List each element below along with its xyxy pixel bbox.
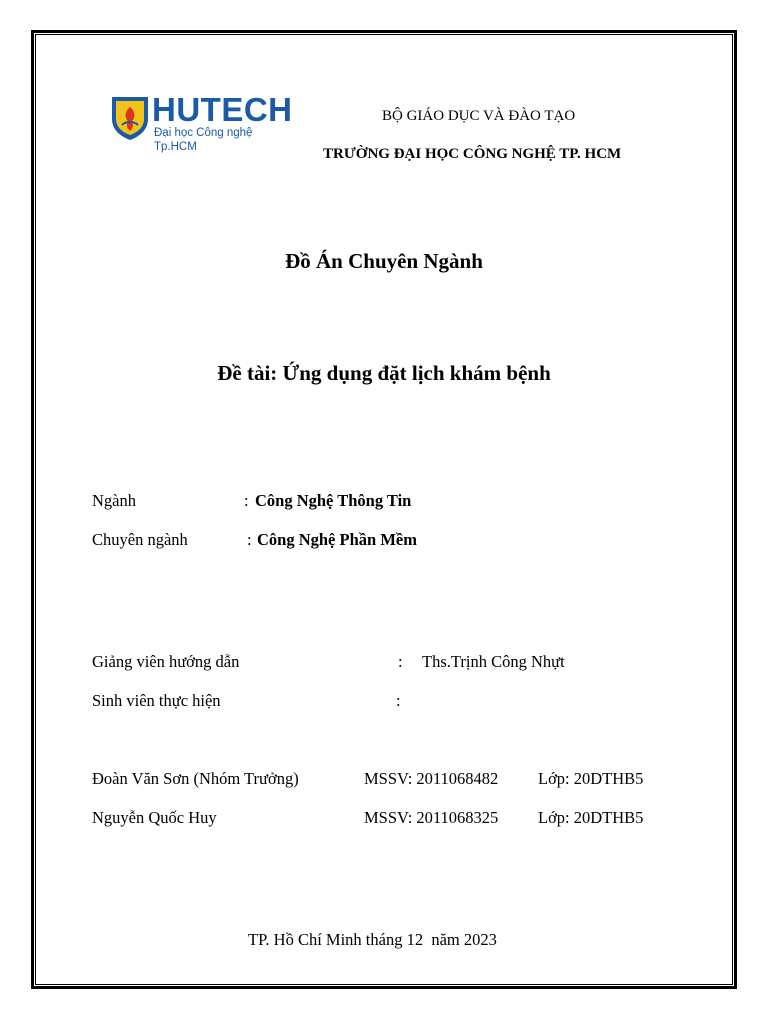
hutech-logo [110,91,293,153]
advisor-value: Ths.Trịnh Công Nhựt [422,652,565,671]
school-heading: TRƯỜNG ĐẠI HỌC CÔNG NGHỆ TP. HCM [323,146,622,162]
student-name: Nguyễn Quốc Huy [92,808,217,827]
specialty-colon: : [247,530,252,549]
students-label: Sinh viên thực hiện [92,691,221,710]
specialty-value: Công Nghệ Phần Mềm [257,530,417,549]
advisor-label: Giảng viên hướng dẫn [92,652,240,671]
students-colon: : [396,691,401,710]
student-name: Đoàn Văn Sơn (Nhóm Trưởng) [92,769,299,788]
logo-tagline: Đại học Công nghệ Tp.HCM [154,127,253,153]
major-value: Công Nghệ Thông Tin [255,491,412,510]
major-label: Ngành [92,491,136,510]
advisor-colon: : [398,652,403,671]
student-class: Lớp: 20DTHB5 [538,769,644,788]
hutech-shield-icon [110,95,150,141]
logo-wordmark: HUTECH [152,91,293,128]
major-colon: : [244,491,249,510]
specialty-label: Chuyên ngành [92,530,188,549]
place-date: TP. Hồ Chí Minh tháng 12 năm 2023 [248,930,497,949]
student-mssv: MSSV: 2011068482 [364,769,499,788]
ministry-heading: BỘ GIÁO DỤC VÀ ĐÀO TẠO [382,108,576,124]
document-type-title: Đồ Án Chuyên Ngành [285,249,483,273]
topic-title: Đề tài: Ứng dụng đặt lịch khám bệnh [217,361,551,385]
student-class: Lớp: 20DTHB5 [538,808,644,827]
student-mssv: MSSV: 2011068325 [364,808,499,827]
